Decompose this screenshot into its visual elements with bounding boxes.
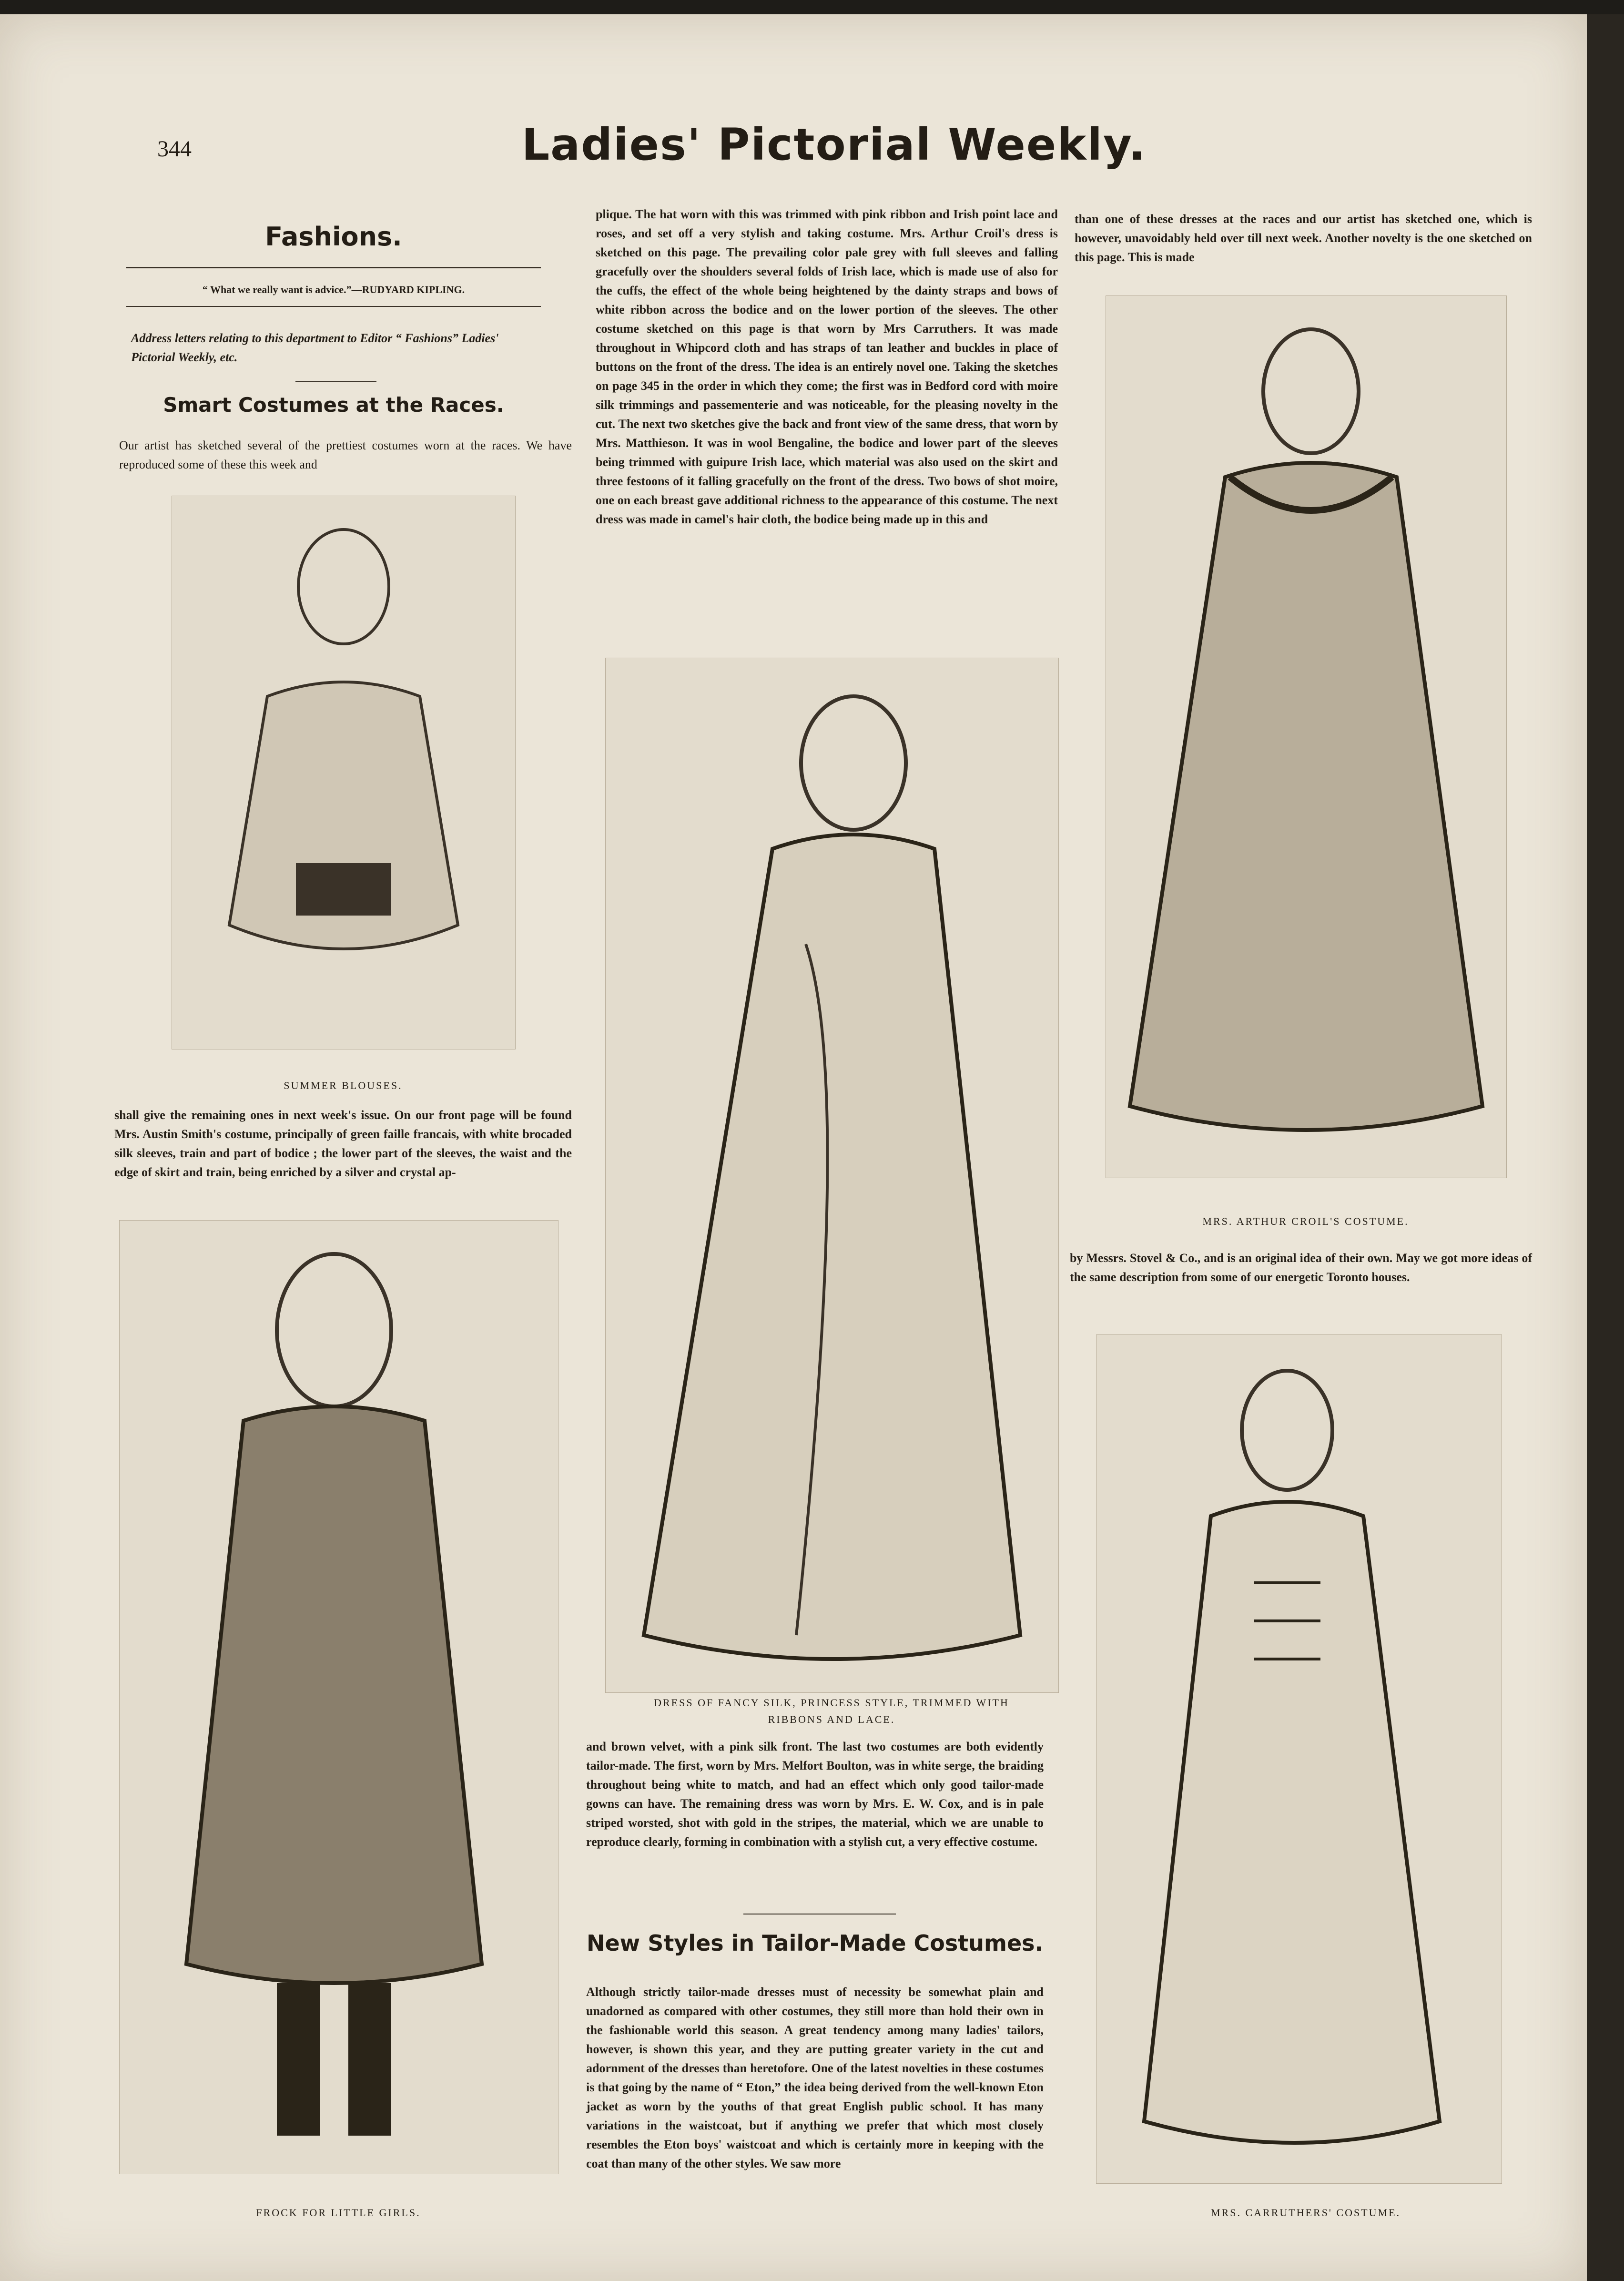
column-text: and brown velvet, with a pink silk front. The last two costumes are both evidently tailor-made. The first, worn by Mrs. Melfort Boulton, was in white serge, the braiding throughout being white to match, and had an effect which only good tailor-made gowns can have. The remaining dress was worn by Mrs. E. W. Cox, and is in pale striped worsted, shot with gold in the stripes, the material, which we are unable to reproduce clearly, forming in combination with a stylish cut, a very effective costume. [586, 1740, 1044, 1849]
divider [126, 306, 541, 307]
article-title: Smart Costumes at the Races. [163, 393, 504, 417]
masthead: Ladies' Pictorial Weekly. [521, 119, 1147, 170]
figure-caption: MRS. ARTHUR CROIL'S COSTUME. [1202, 1215, 1409, 1227]
divider [295, 381, 376, 382]
figure-caption: FROCK FOR LITTLE GIRLS. [256, 2207, 421, 2219]
column-text: plique. The hat worn with this was trimmed with pink ribbon and Irish point lace and roses, and set off a very stylish and taking costume. Mrs. Arthur Croil's dress is sketched on this page. The prevailing color pale grey with full sleeves and falling gracefully over the shoulders several folds of Irish lace, which is made use of also for the cuffs, the effect of the whole being heightened by the dainty straps and bows of white ribbon across the bodice and on the lower portion of the sleeves. The other costume sketched on this page is that worn by Mrs Carruthers. It was made throughout in Whipcord cloth and has straps of tan leather and buckles in place of buttons on the front of the dress. The idea is an entirely novel one. Taking the sketches on page 345 in the order in which they come; the first was in Bedford cord with moire silk trimmings and passementerie and was noticeable, for the pleasing novelty in the cut. The next two sketches give the back and front view of the same dress, that worn by Mrs. Matthieson. It was in wool Bengaline, the bodice and lower part of the sleeves being trimmed with guipure Irish lace, which material was also used on the skirt and three festoons of it falling gracefully on the front of the dress. Two bows of shot moire, one on each breast gave additional richness to the appearance of this costume. The next dress was made in camel's hair cloth, the bodice being made up in this and [596, 207, 1058, 526]
address-note: Address letters relating to this department to Editor “ Fashions” Ladies' Pictorial Weekly, etc. [131, 331, 499, 364]
blouse-illustration [172, 496, 516, 1049]
figure-caption: DRESS OF FANCY SILK, PRINCESS STYLE, TRIMMED WITH [654, 1697, 1009, 1709]
page-edge [1587, 14, 1624, 2281]
girls-frock-illustration [119, 1220, 558, 2174]
croil-costume-illustration [1106, 295, 1507, 1178]
column-text: Although strictly tailor-made dresses must of necessity be somewhat plain and unadorned as compared with other costumes, they still more than hold their own in the fashionable world this season. A great tendency among many ladies' tailors, however, is shown this year, and they are putting greater variety in the cut and adornment of the dresses than heretofore. One of the latest novelties in these costumes is that going by the name of “ Eton,” the idea being derived from the well-known Eton jacket as worn by the youths of that great English public school. It has many variations in the waistcoat, but if anything we prefer that which most closely resembles the Eton boys' waistcoat and which is certainly more in keeping with the coat than many of the other styles. We saw more [586, 1985, 1044, 2170]
newspaper-page [0, 14, 1587, 2281]
figure-caption: RIBBONS AND LACE. [768, 1713, 895, 1725]
intro-text: Our artist has sketched several of the prettiest costumes worn at the races. We have reproduced some of these this week and [119, 438, 572, 471]
page-number: 344 [157, 136, 192, 162]
divider [126, 267, 541, 268]
princess-dress-illustration [605, 658, 1059, 1693]
figure-caption: MRS. CARRUTHERS' COSTUME. [1210, 2207, 1401, 2219]
continued-text: shall give the remaining ones in next week's issue. On our front page will be found Mrs. Austin Smith's costume, principally of green faille francais, with white brocaded silk sleeves, train and part of bodice ; the lower part of the sleeves, the waist and the edge of skirt and train, being enriched by a silver and crystal ap- [114, 1108, 572, 1179]
article-title: New Styles in Tailor-Made Costumes. [586, 1930, 1044, 1956]
carruthers-costume-illustration [1096, 1334, 1502, 2184]
figure-caption: SUMMER BLOUSES. [284, 1079, 403, 1091]
top-dark-border [0, 0, 1624, 14]
column-text: than one of these dresses at the races and our artist has sketched one, which is however, unavoidably held over till next week. Another novelty is the one sketched on this page. This is made [1075, 212, 1532, 264]
epigraph: “ What we really want is advice.”—RUDYARD KIPLING. [202, 284, 465, 295]
column-text: by Messrs. Stovel & Co., and is an original idea of their own. May we got more ideas of the same description from some of our energetic Toronto houses. [1070, 1251, 1532, 1284]
section-title: Fashions. [265, 222, 402, 252]
